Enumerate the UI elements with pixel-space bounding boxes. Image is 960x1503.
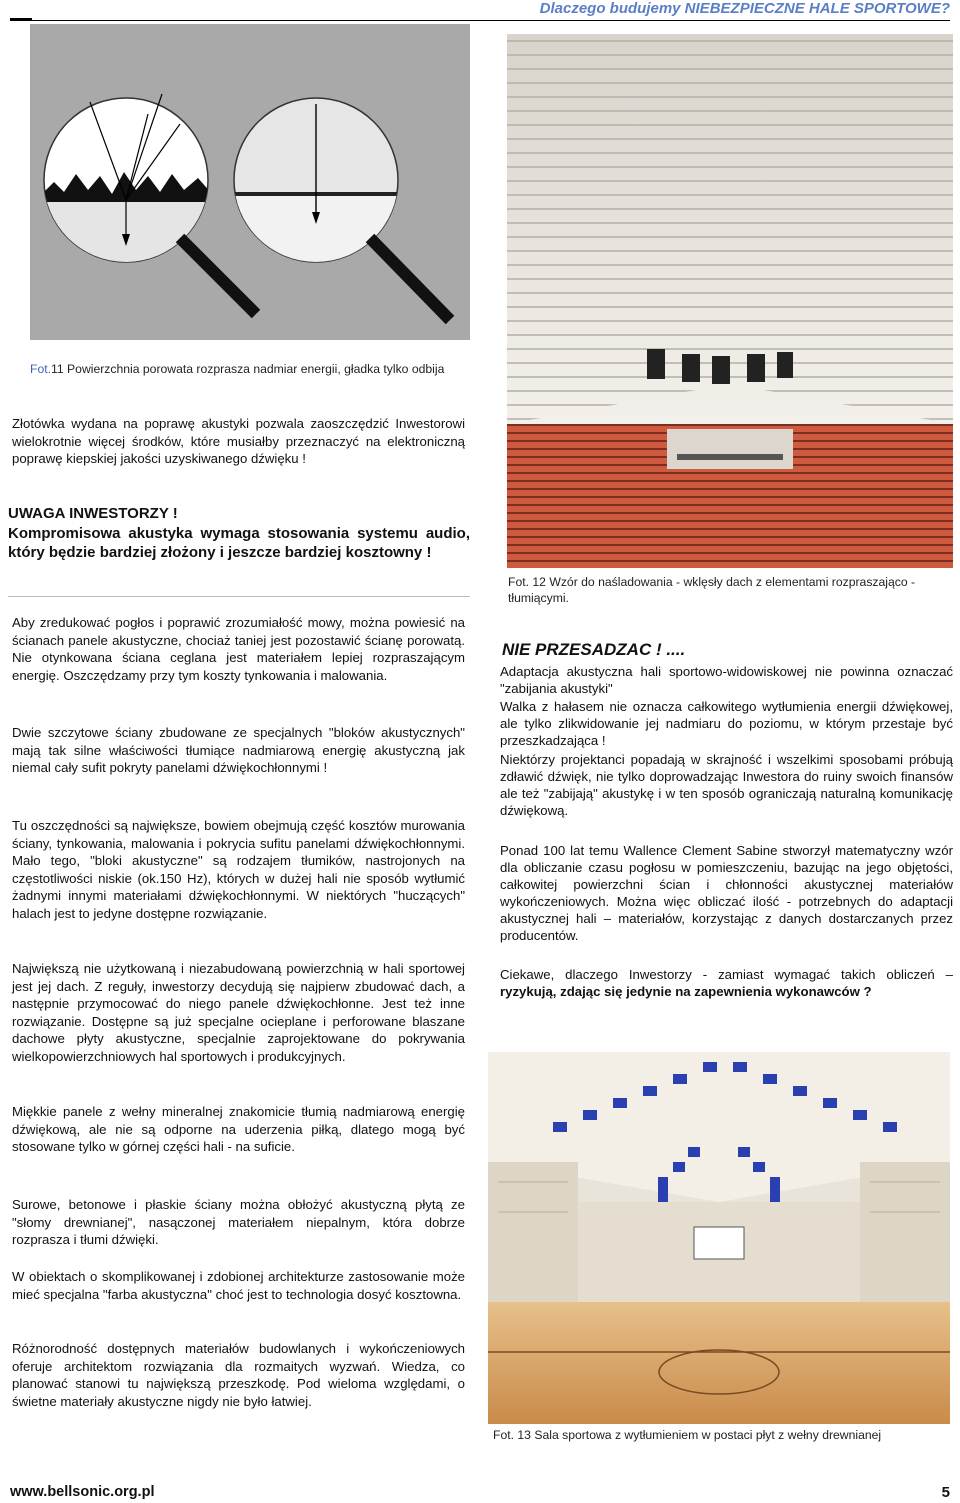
right-paragraph-2: Walka z hałasem nie oznacza całkowitego wytłumienia energii dźwiękowej, ale tylko zlikwidowanie jej nadmiaru do poziomu, w którym przestaje być przeszkadzająca ! (500, 699, 953, 748)
header-rule (10, 20, 950, 21)
left-paragraph-3: Dwie szczytowe ściany zbudowane ze specjalnych "bloków akustycznych" mają tak silne właściwości tłumiące nadmiarową energię akustyczną jak niemal cały sufit pokryty panelami dźwiękochłonnymi ! (12, 725, 465, 776)
warning-heading: UWAGA INWESTORZY ! (8, 505, 178, 522)
left-paragraph-9: Różnorodność dostępnych materiałów budowlanych i wykończeniowych oferuje architektom rozwiązania dla rozmaitych wyzwań. Wiedza, co planować stanowi tu największą przeszkodę. Pod wieloma względami, o świetne materiały akustyczne nigdy nie było łatwiej. (12, 1341, 465, 1409)
left-paragraph-1: Złotówka wydana na poprawę akustyki pozwala zaoszczędzić Inwestorowi wielokrotnie więcej środków, które musiałby przeznaczyć na elektroniczną poprawę kiepskiej jakości uzyskiwanego dźwięku ! (12, 416, 465, 467)
left-paragraph-6: Miękkie panele z wełny mineralnej znakomicie tłumią nadmiarową energię dźwiękową, ale nie są odporne na uderzenia piłką, dlatego mogą być stosowane tylko w górnej części hali - na suficie. (12, 1104, 465, 1155)
right-heading: NIE PRZESADZAC ! .... (502, 640, 686, 659)
left-paragraph-2: Aby zredukować pogłos i poprawić zrozumiałość mowy, można powiesić na ścianach panele akustyczne, chociaż taniej jest pozostawić ścianę porowatą. Nie otynkowana ściana ceglana jest materiałem lepiej rozpraszającym energię. Oszczędzamy przy tym koszty tynkowania i malowania. (12, 615, 465, 683)
figure-12-photo (507, 34, 953, 568)
left-paragraph-8: W obiektach o skomplikowanej i zdobionej architekturze zastosowanie może mieć specjalna "farba akustyczna" choć jest to technologia dosyć kosztowna. (12, 1269, 465, 1302)
figure-11-diagram (30, 24, 470, 340)
right-paragraph-5: Ciekawe, dlaczego Inwestorzy - zamiast wymagać takich obliczeń – ryzykują, zdając się jedynie na zapewnienia wykonawców ? (500, 967, 953, 999)
right-paragraph-1: Adaptacja akustyczna hali sportowo-widowiskowej nie powinna oznaczać "zabijania akustyki" (500, 664, 953, 696)
figure-12-caption: Fot. 12 Wzór do naśladowania - wklęsły dach z elementami rozpraszająco - tłumiącymi. (508, 575, 916, 605)
header-title: Dlaczego budujemy NIEBEZPIECZNE HALE SPORTOWE? (539, 0, 950, 17)
left-paragraph-5: Największą nie użytkowaną i niezabudowaną powierzchnią w hali sportowej jest jej dach. Z reguły, inwestorzy decydują się najpierw zbudować dach, a następnie przymocować do niego panele dźwiękochłonne. Jest też inne rozwiązanie. Dostępne są już specjalne ocieplane i perforowane blaszane dachowe płyty akustyczne, specjalnie zaprojektowane do pokrywania wielkopowierzchniowych hal sportowych i produkcyjnych. (12, 961, 465, 1064)
figure-13-photo (488, 1052, 950, 1424)
left-paragraph-7: Surowe, betonowe i płaskie ściany można obłożyć akustyczną płytą ze "słomy drewnianej", nasączonej materiałem niepalnym, która dobrze rozprasza i tłumi dźwięki. (12, 1197, 465, 1248)
right-paragraph-3: Niektórzy projektanci popadają w skrajność i wszelkimi sposobami próbują zdławić dźwięk, nie tylko doprowadzając Inwestora do ruiny swoich finansów ale też "zabijają" akustykę i w ten sposób ograniczają naturalną komunikację dźwiękową. (500, 752, 953, 818)
left-paragraph-4: Tu oszczędności są największe, bowiem obejmują część kosztów murowania ściany, tynkowania, malowania i pokrycia sufitu panelami dźwiękochłonnymi. Mało tego, "bloki akustyczne" są rodzajem tłumików, nastrojonych na częstotliwości niskie (ok.150 Hz), których w dużej hali nie sposób wytłumić żadnymi innymi materiałami dźwiękochłonnymi. W niektórych "huczących" halach jest to jedyne dostępne rozwiązanie. (12, 818, 465, 921)
figure-13-caption: Fot. 13 Sala sportowa z wytłumieniem w postaci płyt z wełny drewnianej (493, 1428, 882, 1442)
footer-url[interactable]: www.bellsonic.org.pl (10, 1484, 155, 1500)
page-number: 5 (941, 1484, 950, 1501)
right-paragraph-4: Ponad 100 lat temu Wallence Clement Sabine stworzył matematyczny wzór dla obliczanie czasu pogłosu w pomieszczeniu, bazując na jego objętości, całkowitej powierzchni ścian i chłonności akustycznej materiałów wykończeniowych. Można więc obliczać ilość - potrzebnych do adaptacji akustycznej hali – materiałów, korzystając z danych dostarczanych przez producentów. (500, 843, 953, 943)
figure-11-caption: Fot.11 Powierzchnia porowata rozprasza nadmiar energii, gładka tylko odbija (30, 362, 445, 376)
warning-text: Kompromisowa akustyka wymaga stosowania systemu audio, który będzie bardziej złożony i jeszcze bardziej kosztowny ! (8, 525, 470, 561)
warning-box (8, 505, 470, 597)
